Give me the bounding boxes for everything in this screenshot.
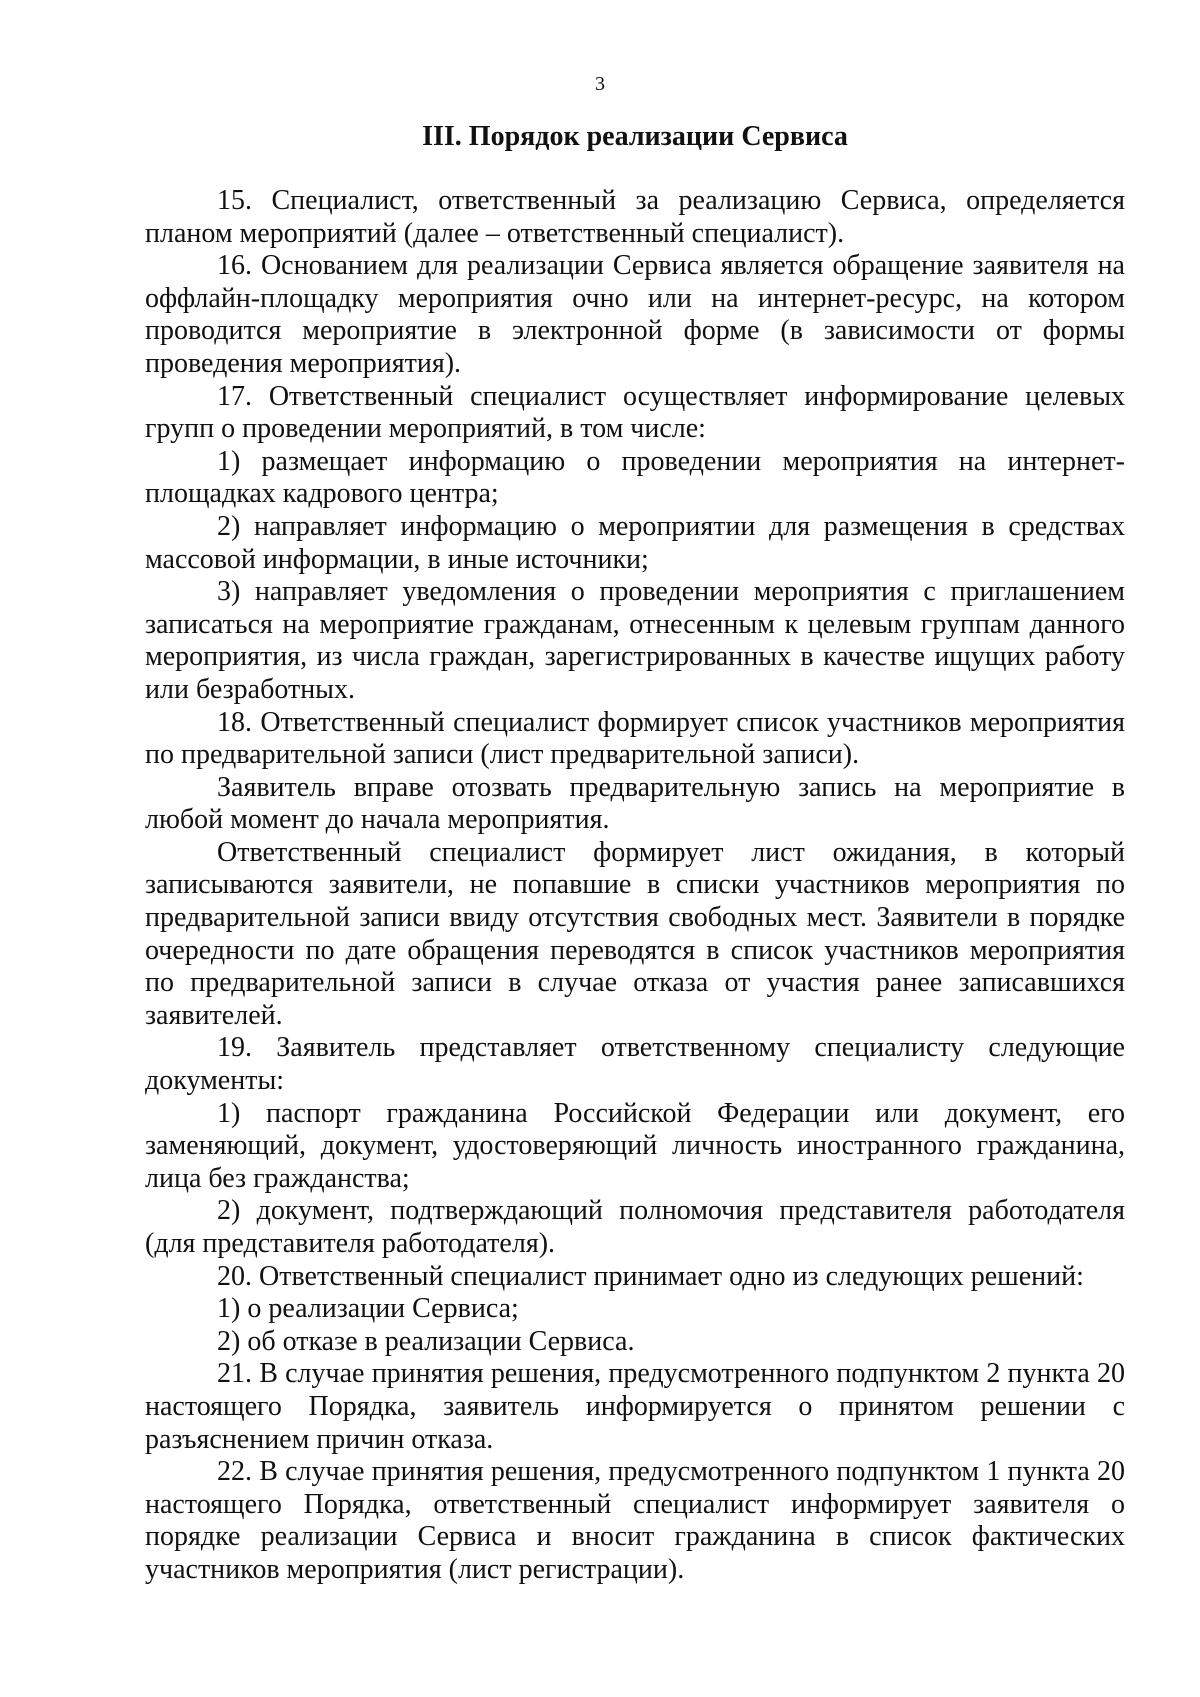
section-title: III. Порядок реализации Сервиса: [422, 121, 848, 152]
paragraph-15: 15. Специалист, ответственный за реализацию Сервиса, определяется планом мероприятий (далее – ответственный специалист).: [145, 185, 1125, 249]
paragraph-17: 17. Ответственный специалист осуществляет информирование целевых групп о проведении мероприятий, в том числе:: [145, 380, 1125, 445]
paragraph-17-item-1: 1) размещает информацию о проведении мероприятия на интернет-площадках кадрового центра;: [145, 445, 1125, 510]
paragraph-16: 16. Основанием для реализации Сервиса является обращение заявителя на оффлайн-площадку мероприятия очно или на интернет-ресурс, на котором проводится мероприятие в электронной форме (в зависимости от формы проведения мероприятия).: [145, 250, 1125, 379]
document-body: [145, 185, 1125, 1587]
paragraph-18: 18. Ответственный специалист формирует список участников мероприятия по предварительной записи (лист предварительной записи).: [145, 706, 1125, 771]
paragraph-22: 22. В случае принятия решения, предусмотренного подпунктом 1 пункта 20 настоящего Порядка, ответственный специалист информирует заявителя о порядке реализации Сервиса и вносит гражданина в список фактических участников мероприятия (лист регистрации).: [145, 1456, 1125, 1585]
paragraph-20-item-2: 2) об отказе в реализации Сервиса.: [217, 1325, 635, 1357]
paragraph-18-waiting-list: Ответственный специалист формирует лист ожидания, в который записываются заявители, не попавшие в списки участников мероприятия по предварительной записи ввиду отсутствия свободных мест. Заявители в порядке очередности по дате обращения переводятся в список участников мероприятия по предварительной записи в случае отказа от участия ранее записавшихся заявителей.: [145, 836, 1125, 1031]
paragraph-17-item-2: 2) направляет информацию о мероприятии для размещения в средствах массовой информации, в иные источники;: [145, 510, 1125, 575]
paragraph-19-item-1: 1) паспорт гражданина Российской Федерации или документ, его заменяющий, документ, удостоверяющий личность иностранного гражданина, лица без гражданства;: [145, 1097, 1125, 1194]
paragraph-20-item-1: 1) о реализации Сервиса;: [217, 1293, 519, 1325]
paragraph-19: 19. Заявитель представляет ответственному специалисту следующие документы:: [145, 1032, 1125, 1097]
paragraph-19-item-2: 2) документ, подтверждающий полномочия представителя работодателя (для представителя работодателя).: [145, 1195, 1125, 1259]
paragraph-18-withdraw: Заявитель вправе отозвать предварительную запись на мероприятие в любой момент до начала мероприятия.: [145, 771, 1125, 836]
paragraph-20: 20. Ответственный специалист принимает одно из следующих решений:: [217, 1260, 1084, 1292]
paragraph-21: 21. В случае принятия решения, предусмотренного подпунктом 2 пункта 20 настоящего Порядка, заявитель информируется о принятом решении с разъяснением причин отказа.: [145, 1358, 1125, 1455]
paragraph-17-item-3: 3) направляет уведомления о проведении мероприятия с приглашением записаться на мероприятие гражданам, отнесенным к целевым группам данного мероприятия, из числа граждан, зарегистрированных в качестве ищущих работу или безработных.: [145, 576, 1125, 705]
page-number: 3: [595, 73, 605, 95]
